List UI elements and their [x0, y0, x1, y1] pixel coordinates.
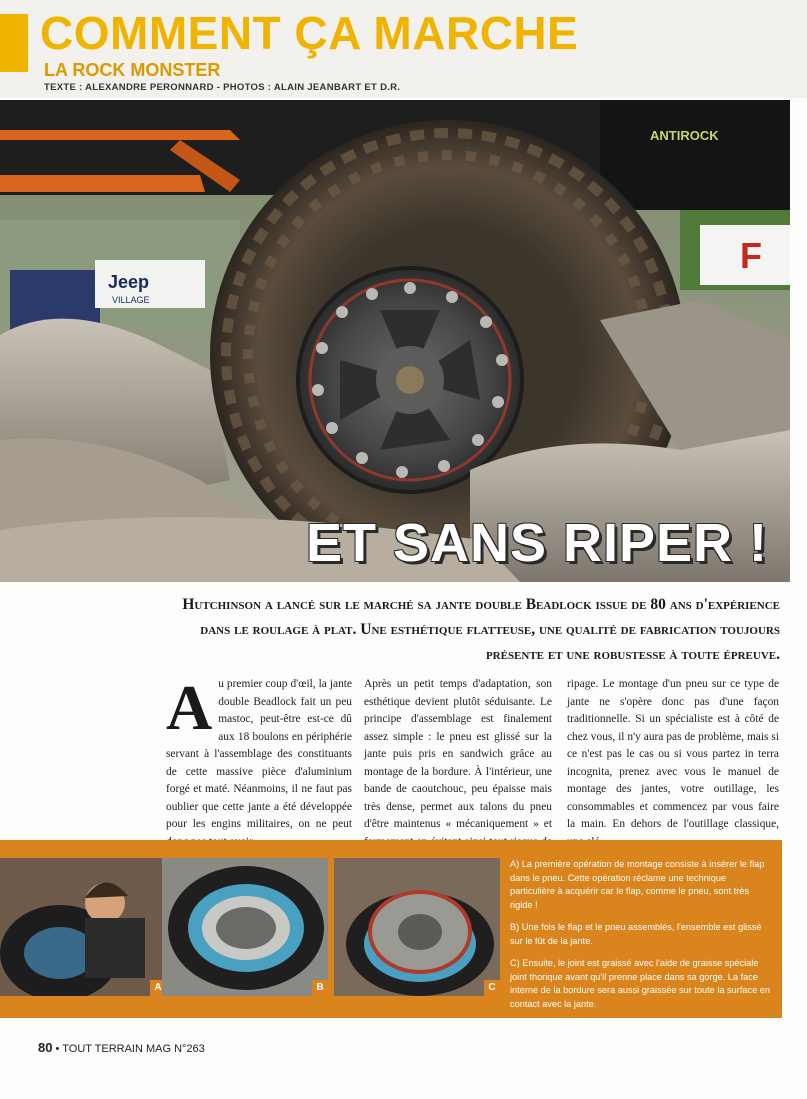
hero-photo [0, 100, 790, 582]
body-column-3: ripage. Le montage d'un pneu sur ce type de jante ne s'opère donc pas d'une façon traditionnelle. Si un spécialiste est à côté de chez vous, il n'y aura pas de problème, mais si ce n'est pas le cas ou si vous partez in terra incognita, prenez avec vous le manuel de montage des jantes, votre outillage, les consommables et commencez par vous faire la main. En dehors de l'outillage classique, [567, 678, 779, 830]
photo-label-c: C [484, 980, 500, 996]
body-column-2: Après un petit temps d'adaptation, son esthétique devient plutôt séduisante. Le principe d'assemblage est finalement assez simple : le pneu est glissé sur la jante puis pris en sandwich grâce au montage de la bordure. À l'intérieur, une bande de caoutchouc, peu épaisse mais très dense, permet aux talons du pneu d'être maintenus « mécaniquement » et [364, 678, 552, 830]
photo-b-illustration [162, 858, 328, 996]
photo-c-illustration [334, 858, 500, 996]
section-tab-marker [0, 14, 28, 72]
caption-b: B) Une fois le flap et le pneu assemblés, l'ensemble est glissé sur le fût de la jante. [510, 922, 762, 946]
svg-text:F: F [740, 235, 762, 276]
bumper-brand: ANTIROCK [650, 128, 719, 143]
photo-label-a: A [150, 980, 166, 996]
photo-b [162, 858, 328, 996]
photo-a-illustration [0, 858, 166, 996]
jeep-sign: Jeep [108, 272, 150, 292]
section-title: COMMENT ÇA MARCHE [40, 7, 579, 59]
article-subtitle: LA ROCK MONSTER [44, 60, 221, 80]
body-text-1: u premier coup d'œil, la jante double Beadlock fait un peu mastoc, peut-être est-ce dû aux 18 boulons en périphérie servant à l'assemblage des constituants de cette massive pièce d'aluminium forgé et maté. Néanmoins, il ne faut pas oublier que cette jante a été développée pour les engins militaires, on ne peut [166, 678, 352, 830]
photo-c [334, 858, 500, 996]
hero-tire-illustration [0, 100, 790, 582]
caption-a: A) La première opération de montage consiste à insérer le flap dans le pneu. Cette opération réclame une technique particulière à acquérir car le flap, comme le pneu, sont très rigide ! [510, 859, 765, 910]
caption-c: C) Ensuite, le joint est graissé avec l'aide de graisse spéciale joint thorique avant qu'il prenne place dans sa gorge. La face interne de la bordure sera aussi graissée sur toute la surface en contact avec la jante. [510, 958, 770, 1009]
drop-cap: A [166, 672, 213, 743]
magazine-issue: • TOUT TERRAIN MAG N°263 [55, 1043, 205, 1055]
photo-captions [510, 858, 772, 1020]
hero-headline: ET SANS RIPER ! [305, 513, 768, 573]
photo-strip [0, 840, 782, 1018]
photo-a [0, 858, 166, 996]
lead-paragraph: Hutchinson a lancé sur le marché sa jante double Beadlock issue de 80 ans d'expérience dans le roulage à plat. Une esthétique flatteuse, une qualité de fabrication toujours présente et une robustesse à toute épreuve. [182, 596, 780, 663]
body-column-1 [166, 672, 352, 851]
page-footer [38, 1040, 205, 1055]
village-sign: VILLAGE [112, 295, 150, 305]
photo-label-b: B [312, 980, 328, 996]
page-number: 80 [38, 1040, 53, 1055]
article-credits: TEXTE : ALEXANDRE PERONNARD - PHOTOS : ALAIN JEANBART ET D.R. [44, 82, 401, 93]
